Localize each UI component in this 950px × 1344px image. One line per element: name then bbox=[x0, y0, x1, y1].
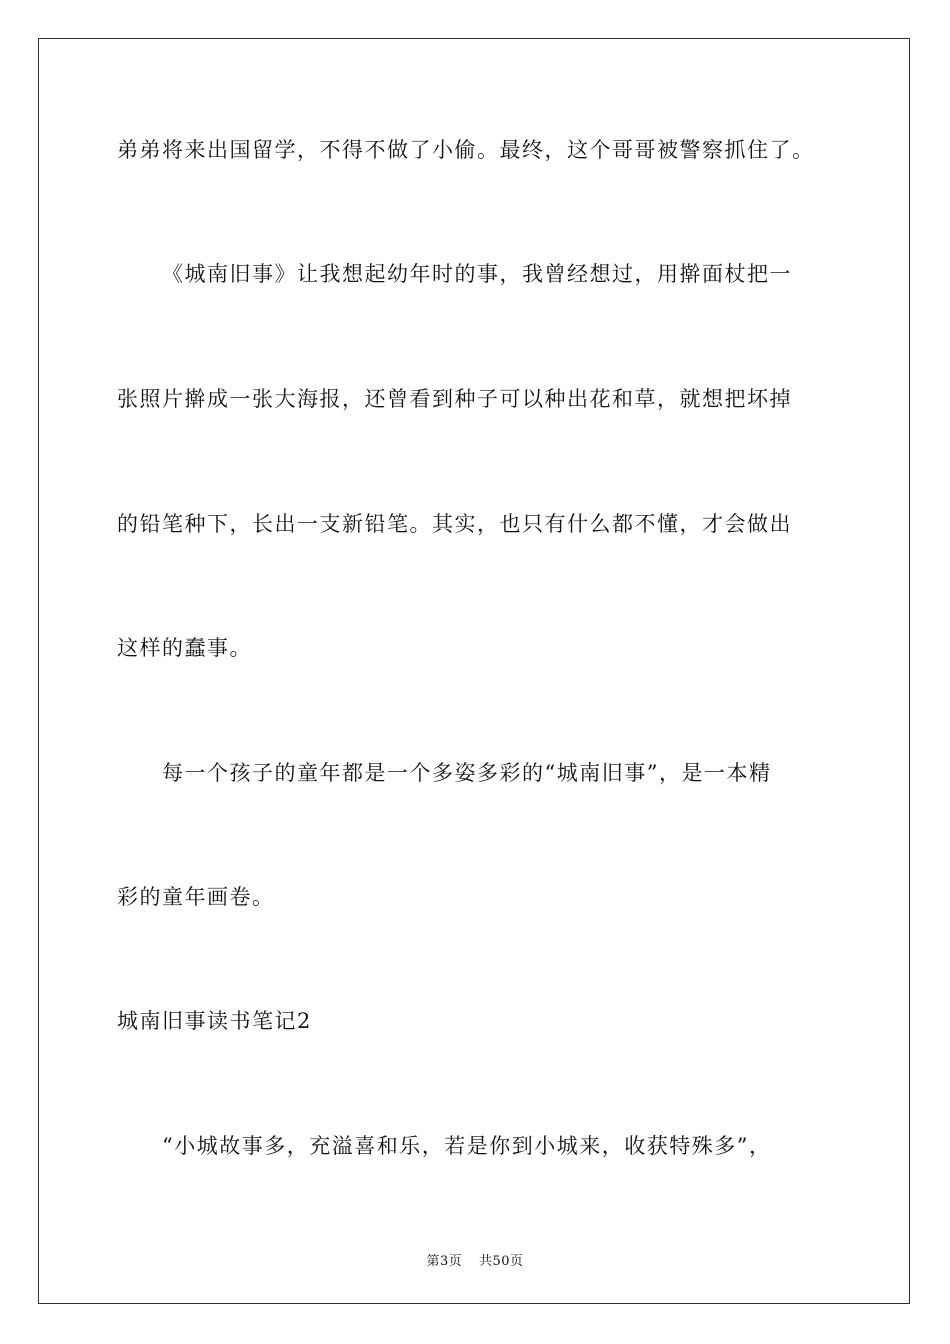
text-line: 张照片擀成一张大海报，还曾看到种子可以种出花和草，就想把坏掉 bbox=[117, 387, 792, 411]
text-line: 《城南旧事》让我想起幼年时的事，我曾经想过，用擀面杖把一 bbox=[162, 262, 792, 286]
page-footer bbox=[0, 1250, 950, 1269]
text-line: 彩的童年画卷。 bbox=[117, 885, 275, 909]
text-line: 每一个孩子的童年都是一个多姿多彩的“城南旧事”，是一本精 bbox=[162, 761, 772, 785]
text-line: 这样的蠢事。 bbox=[117, 636, 252, 660]
text-line: 弟弟将来出国留学，不得不做了小偷。最终，这个哥哥被警察抓住了。 bbox=[117, 138, 815, 162]
text-line: 的铅笔种下，长出一支新铅笔。其实，也只有什么都不懂，才会做出 bbox=[117, 512, 792, 536]
text-line: “小城故事多，充溢喜和乐，若是你到小城来，收获特殊多”， bbox=[162, 1134, 772, 1158]
section-heading: 城南旧事读书笔记2 bbox=[117, 1009, 312, 1033]
page-border bbox=[38, 38, 910, 1304]
page-number: 第3页 bbox=[426, 1254, 463, 1269]
page-total: 共50页 bbox=[478, 1254, 524, 1269]
